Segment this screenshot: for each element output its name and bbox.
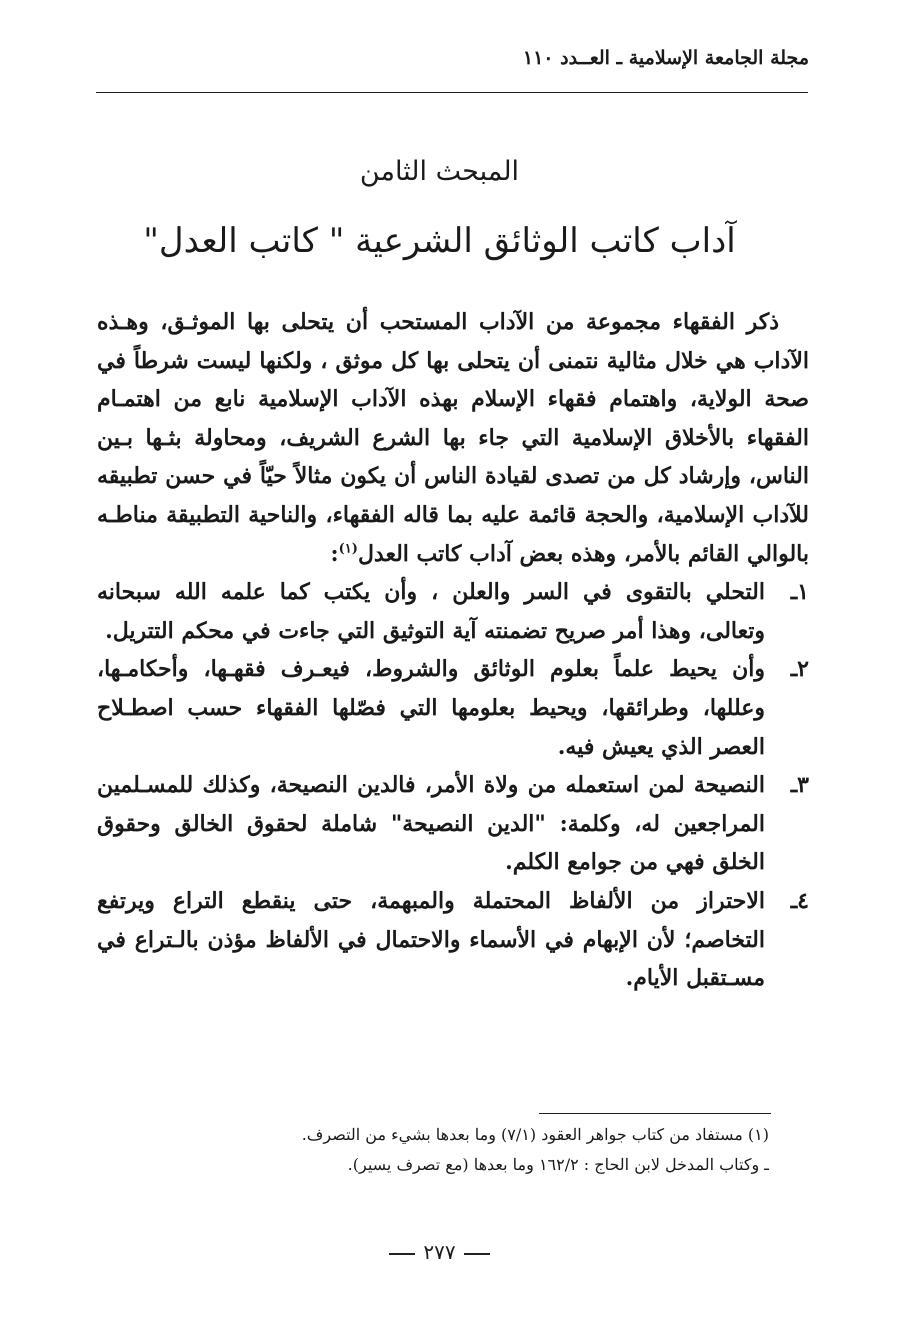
footnote-rule: [539, 1113, 771, 1114]
footnotes: [129, 1120, 769, 1180]
list-item-text: وأن يحيط علماً بعلوم الوثائق والشروط، فيعـرف فقهـها، وأحكامـها، وعللها، وطرائقها، ويحيط بعلومها التي فصّلها الفقهاء حسب اصطـلاح العصر الذي يعيش فيه.: [97, 656, 765, 760]
header-rule: [96, 92, 808, 93]
footnote-1: (١) مستفاد من كتاب جواهر العقود (٧/١) وما بعدها بشيء من التصرف.: [301, 1125, 769, 1144]
etiquette-list: [97, 573, 809, 998]
intro-text: ذكر الفقهاء مجموعة من الآداب المستحب أن يتحلى بها الموثـق، وهـذه الآداب هي خلال مثالية نتمنى أن يتحلى بها كل موثق ، ولكنها ليست شرطاً في صحة الولاية، واهتمام فقهاء الإسلام بهذه الآداب الإسلامية نابع من اهتمـام الفقهاء بالأخلاق الإسلامية التي جاء بها الشرع الشريف، ومحاولة بثـها بـين الناس، وإرشاد كل من تصدى لقيادة الناس أن يكون مثالاً حيّاً في حسن تطبيقه للآداب الإسلامية، والحجة قائمة عليه بما قاله الفقهاء، والناحية التطبيقة مناطـه بالوالي القائم بالأمر، وهذه بعض آداب كاتب العدل: [97, 309, 809, 567]
list-item-number: ٤ـ: [790, 887, 809, 914]
intro-colon: :: [330, 540, 339, 567]
list-item: [97, 882, 809, 998]
body-text: [97, 303, 809, 998]
list-item-number: ١ـ: [790, 579, 809, 606]
list-item-text: التحلي بالتقوى في السر والعلن ، وأن يكتب كما علمه الله سبحانه وتعالى، وهذا أمر صريح تضمنته آية التوثيق التي جاءت في محكم التتريل.: [97, 579, 765, 644]
list-item-number: ٢ـ: [790, 656, 809, 683]
page-number-value: ٢٧٧: [423, 1240, 456, 1264]
section-title: آداب كاتب الوثائق الشرعية " كاتب العدل": [143, 221, 736, 261]
page-number-dash: [464, 1253, 490, 1255]
list-item-text: النصيحة لمن استعمله من ولاة الأمر، فالدين النصيحة، وكذلك للمسـلمين المراجعين له، وكلمة: "الدين النصيحة" شاملة لحقوق الخالق وحقوق الخلق فهي من جوامع الكلم.: [97, 772, 765, 876]
list-item-text: الاحتراز من الألفاظ المحتملة والمبهمة، حتى ينقطع التراع ويرتفع التخاصم؛ لأن الإبهام في الأسماء والاحتمال في الألفاظ مؤذن بالـتراع في مسـتقبل الأيام.: [97, 887, 765, 992]
section-label: المبحث الثامن: [359, 156, 520, 187]
page-number-dash: [389, 1253, 415, 1255]
intro-paragraph: [97, 303, 809, 573]
list-item: [97, 766, 809, 882]
footnote-marker: (١): [338, 541, 358, 557]
page-number: [0, 1238, 909, 1266]
list-item: [97, 650, 809, 766]
list-item-number: ٣ـ: [790, 772, 809, 799]
footnote-2: ـ وكتاب المدخل لابن الحاج : ١٦٢/٢ وما بعدها (مع تصرف يسير).: [347, 1155, 769, 1174]
list-item: [97, 573, 809, 650]
running-header: مجلة الجامعة الإسلامية ـ العــدد ١١٠: [522, 47, 809, 69]
